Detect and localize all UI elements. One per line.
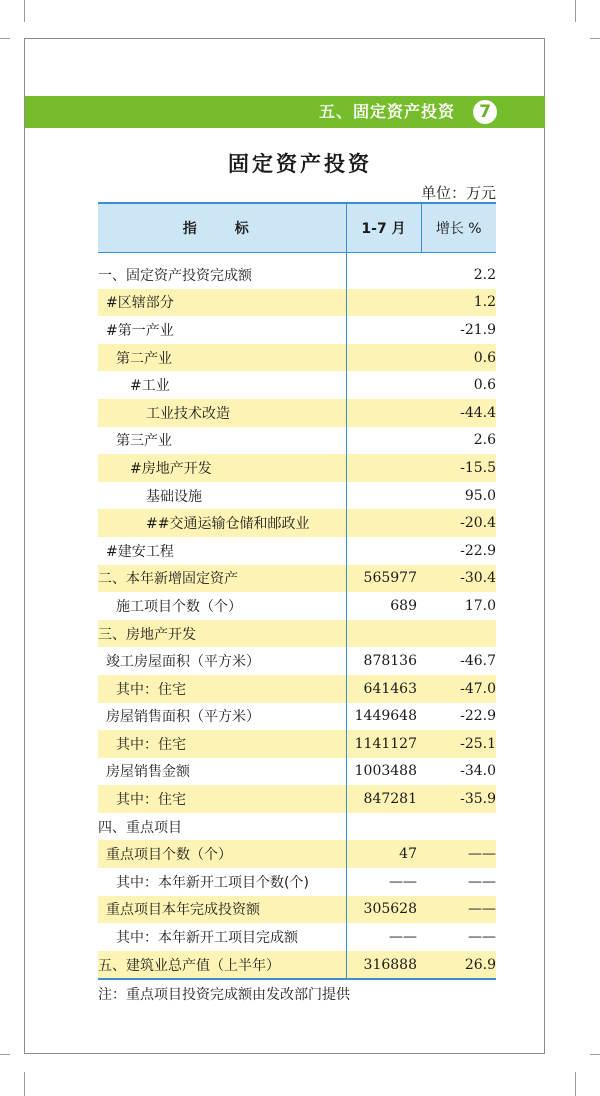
crop-mark	[590, 38, 600, 39]
row-ytd-value	[346, 289, 421, 317]
row-indicator: 四、重点项目	[98, 819, 182, 836]
row-indicator: #建安工程	[106, 543, 174, 560]
row-growth-value: -15.5	[421, 454, 496, 482]
row-ytd-value	[346, 509, 421, 537]
row-growth-value: -47.0	[421, 675, 496, 703]
table-row	[98, 565, 496, 593]
row-indicator: 重点项目个数（个）	[98, 840, 346, 868]
row-ytd-value	[346, 482, 421, 510]
row-ytd-value	[346, 454, 421, 482]
table-header-row	[98, 203, 496, 253]
row-ytd-value: 847281	[346, 785, 421, 813]
row-ytd-value	[346, 537, 421, 565]
row-growth-value: -46.7	[460, 653, 496, 670]
crop-mark	[24, 1072, 25, 1096]
row-growth-value: ——	[421, 896, 496, 924]
column-header-indicator: 指 标	[98, 203, 346, 253]
row-indicator: 五、建筑业总产值（上半年）	[98, 951, 346, 980]
row-indicator: 第三产业	[116, 433, 172, 450]
crop-mark	[575, 0, 576, 22]
row-growth-value: -44.4	[421, 399, 496, 427]
row-indicator: #房地产开发	[98, 454, 346, 482]
row-growth-value	[421, 620, 496, 648]
crop-mark	[0, 38, 10, 39]
row-growth-value: 95.0	[464, 487, 496, 504]
section-header-band	[25, 96, 545, 128]
row-indicator: 其中：住宅	[98, 785, 346, 813]
row-growth-value: 1.2	[421, 289, 496, 317]
row-ytd-value: 1141127	[346, 730, 421, 758]
table-body	[98, 253, 496, 980]
row-indicator: 重点项目本年完成投资额	[98, 896, 346, 924]
table-row	[98, 923, 496, 951]
row-ytd-value: 689	[346, 592, 421, 620]
row-ytd-value	[346, 813, 421, 841]
row-indicator: 房屋销售面积（平方米）	[106, 709, 260, 726]
row-growth-value: -30.4	[421, 565, 496, 593]
table-row	[98, 482, 496, 510]
row-ytd-value: ——	[346, 868, 421, 896]
row-ytd-value	[346, 344, 421, 372]
row-ytd-value: 47	[346, 840, 421, 868]
row-growth-value: -20.4	[421, 509, 496, 537]
row-growth-value: -25.1	[421, 730, 496, 758]
row-indicator: #工业	[130, 378, 170, 395]
table-row	[98, 758, 496, 786]
table-row	[98, 647, 496, 675]
table-row	[98, 620, 496, 648]
table-row	[98, 253, 496, 289]
table-row	[98, 785, 496, 813]
row-indicator: 基础设施	[146, 488, 202, 505]
row-growth-value: 17.0	[464, 597, 496, 614]
table-row	[98, 896, 496, 924]
section-title: 五、固定资产投资	[318, 102, 455, 121]
row-indicator: 工业技术改造	[98, 399, 346, 427]
unit-label: 单位：万元	[420, 184, 496, 202]
row-indicator: 一、固定资产投资完成额	[98, 267, 252, 284]
row-ytd-value: 641463	[346, 675, 421, 703]
row-ytd-value: 878136	[346, 647, 421, 675]
page-title: 固定资产投资	[228, 152, 372, 176]
table-row	[98, 371, 496, 399]
row-ytd-value: 316888	[346, 951, 421, 980]
table-row	[98, 289, 496, 317]
row-growth-value: -21.9	[460, 321, 496, 338]
row-ytd-value: 1449648	[346, 703, 421, 731]
row-indicator: 其中：本年新开工项目完成额	[116, 930, 298, 947]
row-ytd-value	[346, 316, 421, 344]
table-row	[98, 509, 496, 537]
row-growth-value: 0.6	[473, 377, 496, 394]
row-growth-value: 2.6	[473, 432, 496, 449]
row-ytd-value: 305628	[346, 896, 421, 924]
row-indicator: #区辖部分	[98, 289, 346, 317]
row-growth-value: -34.0	[460, 763, 496, 780]
row-ytd-value	[346, 371, 421, 399]
row-indicator: 二、本年新增固定资产	[98, 565, 346, 593]
crop-mark	[24, 0, 25, 22]
row-indicator: 其中：本年新开工项目个数(个)	[116, 874, 309, 891]
row-indicator: 三、房地产开发	[98, 620, 346, 648]
row-ytd-value: 565977	[346, 565, 421, 593]
row-indicator: 其中：住宅	[98, 675, 346, 703]
row-indicator: #第一产业	[106, 322, 174, 339]
row-ytd-value	[346, 620, 421, 648]
table-row	[98, 730, 496, 758]
row-ytd-value	[346, 427, 421, 455]
row-indicator: 竣工房屋面积（平方米）	[106, 654, 260, 671]
row-growth-value: -22.9	[460, 542, 496, 559]
row-growth-value: ——	[421, 840, 496, 868]
table-row	[98, 316, 496, 344]
row-growth-value: -35.9	[421, 785, 496, 813]
table-row	[98, 592, 496, 620]
row-growth-value: -22.9	[460, 708, 496, 725]
row-ytd-value	[346, 253, 421, 289]
section-number-badge: 7	[473, 100, 497, 124]
crop-mark	[0, 1054, 10, 1055]
table-row	[98, 344, 496, 372]
table-row	[98, 951, 496, 980]
column-header-ytd: 1-7 月	[346, 203, 421, 253]
row-growth-value: 26.9	[421, 951, 496, 980]
table-row	[98, 454, 496, 482]
column-header-growth: 增长 %	[421, 203, 496, 253]
row-indicator: 房屋销售金额	[106, 764, 190, 781]
row-indicator: ##交通运输仓储和邮政业	[98, 509, 346, 537]
row-indicator: 第二产业	[98, 344, 346, 372]
crop-mark	[575, 1072, 576, 1096]
row-ytd-value	[346, 399, 421, 427]
footnote: 注：重点项目投资完成额由发改部门提供	[98, 987, 350, 1003]
table-row	[98, 537, 496, 565]
row-ytd-value: 1003488	[346, 758, 421, 786]
row-growth-value: 2.2	[473, 266, 496, 283]
row-growth-value: ——	[468, 929, 496, 946]
crop-mark	[590, 1054, 600, 1055]
row-indicator: 施工项目个数（个）	[116, 598, 242, 615]
row-ytd-value: ——	[346, 923, 421, 951]
row-growth-value: 0.6	[421, 344, 496, 372]
table-row	[98, 840, 496, 868]
row-growth-value	[421, 813, 496, 841]
table-row	[98, 399, 496, 427]
table-row	[98, 427, 496, 455]
investment-table	[98, 202, 496, 980]
row-growth-value: ——	[468, 873, 496, 890]
table-row	[98, 675, 496, 703]
table-row	[98, 703, 496, 731]
table-row	[98, 813, 496, 841]
table-row	[98, 868, 496, 896]
row-indicator: 其中：住宅	[98, 730, 346, 758]
